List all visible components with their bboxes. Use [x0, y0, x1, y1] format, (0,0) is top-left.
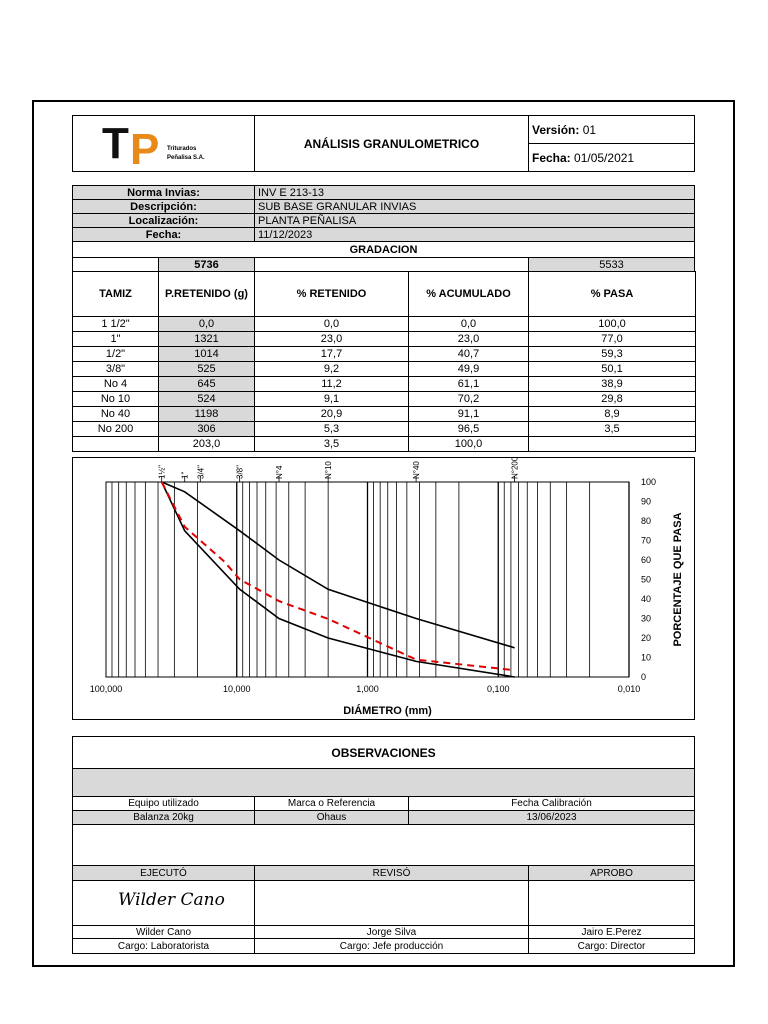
table-cell: 49,9 — [408, 361, 529, 377]
table-cell: No 4 — [72, 376, 159, 392]
ejecuto-role: Cargo: Laboratorista — [72, 938, 255, 954]
column-header: % RETENIDO — [254, 271, 409, 317]
x-tick-label: 0,100 — [486, 684, 510, 694]
table-cell: 9,2 — [254, 361, 409, 377]
column-header: % PASA — [528, 271, 696, 317]
descripcion-value: SUB BASE GRANULAR INVIAS — [254, 199, 695, 214]
equipo-label: Equipo utilizado — [72, 796, 255, 811]
date-cell — [528, 143, 695, 172]
sieve-label: 1½" — [157, 465, 167, 479]
ejecuto-label: EJECUTÓ — [72, 865, 255, 881]
table-cell: 0,0 — [254, 316, 409, 332]
table-cell: 40,7 — [408, 346, 529, 362]
x-tick-label: 100,000 — [89, 684, 123, 694]
column-header: TAMIZ — [72, 271, 159, 317]
company-logo — [100, 118, 230, 168]
x-tick-label: 1,000 — [356, 684, 379, 694]
totals-cell: 100,0 — [408, 436, 529, 452]
table-cell: 38,9 — [528, 376, 696, 392]
x-tick-label: 0,010 — [617, 684, 641, 694]
aprobo-signature-box — [528, 880, 695, 926]
table-cell: 1014 — [158, 346, 255, 362]
table-cell: 3/8" — [72, 361, 159, 377]
document-title: ANÁLISIS GRANULOMETRICO — [254, 115, 529, 172]
reviso-name: Jorge Silva — [254, 925, 529, 939]
sieve-label: N°10 — [324, 461, 334, 479]
date-label: Fecha: — [532, 150, 571, 165]
table-cell: 525 — [158, 361, 255, 377]
svg-text:P: P — [130, 125, 160, 168]
company-name-1: Triturados — [167, 146, 197, 152]
y-tick-label: 0 — [641, 672, 647, 682]
y-tick-label: 100 — [641, 477, 657, 487]
reviso-signature-box — [254, 880, 529, 926]
localizacion-label: Localización: — [72, 213, 255, 228]
fecha-label: Fecha: — [72, 227, 255, 242]
norma-value: INV E 213-13 — [254, 185, 695, 200]
table-cell: 61,1 — [408, 376, 529, 392]
gradacion-title: GRADACION — [72, 241, 695, 258]
table-cell: 0,0 — [408, 316, 529, 332]
y-tick-label: 40 — [641, 594, 652, 604]
localizacion-value: PLANTA PEÑALISA — [254, 213, 695, 228]
company-name-2: Peñalisa S.A. — [167, 155, 205, 161]
sieve-label: 1" — [180, 471, 190, 479]
granulometry-chart — [72, 457, 695, 720]
column-header: P.RETENIDO (g) — [158, 271, 255, 317]
fecha-cal-value: 13/06/2023 — [408, 810, 695, 825]
y-tick-label: 90 — [641, 496, 652, 507]
totals-cell — [72, 436, 159, 452]
total-weight: 5736 — [158, 257, 255, 272]
table-cell: 9,1 — [254, 391, 409, 407]
version-label: Versión: — [532, 122, 580, 137]
table-cell: 50,1 — [528, 361, 696, 377]
table-cell: 1321 — [158, 331, 255, 347]
table-cell: 23,0 — [254, 331, 409, 347]
totals-cell: 203,0 — [158, 436, 255, 452]
y-tick-label: 60 — [641, 555, 652, 565]
table-cell: 100,0 — [528, 316, 696, 332]
table-cell: 524 — [158, 391, 255, 407]
y-tick-label: 20 — [641, 633, 652, 643]
fecha-value: 11/12/2023 — [254, 227, 695, 242]
table-cell: No 40 — [72, 406, 159, 422]
notes-box — [72, 824, 695, 866]
column-header: % ACUMULADO — [408, 271, 529, 317]
table-cell: No 10 — [72, 391, 159, 407]
handwritten-signature: Wilder Cano — [118, 890, 225, 910]
version-cell — [528, 115, 695, 144]
sieve-label: N°40 — [412, 461, 422, 479]
y-axis-title: PORCENTAJE QUE PASA — [672, 512, 684, 647]
descripcion-label: Descripción: — [72, 199, 255, 214]
observaciones-title: OBSERVACIONES — [72, 736, 695, 769]
table-cell: 1198 — [158, 406, 255, 422]
table-cell: 645 — [158, 376, 255, 392]
sieve-label: N°4 — [275, 465, 285, 479]
reviso-role: Cargo: Jefe producción — [254, 938, 529, 954]
spec-limit-curve — [162, 482, 515, 677]
y-tick-label: 30 — [641, 613, 652, 624]
y-tick-label: 70 — [641, 535, 652, 546]
table-cell: 96,5 — [408, 421, 529, 437]
table-cell: 5,3 — [254, 421, 409, 437]
version-value: 01 — [582, 122, 597, 137]
table-cell: 59,3 — [528, 346, 696, 362]
totals-cell — [528, 436, 696, 452]
table-cell: 77,0 — [528, 331, 696, 347]
table-cell: 70,2 — [408, 391, 529, 407]
observaciones-box — [72, 768, 695, 797]
aprobo-label: APROBO — [528, 865, 695, 881]
sieve-label: 3/4" — [196, 465, 206, 479]
x-tick-label: 10,000 — [222, 684, 251, 694]
aprobo-name: Jairo E.Perez — [528, 925, 695, 939]
marca-label: Marca o Referencia — [254, 796, 409, 811]
logo-graphic — [100, 118, 230, 168]
weight-row-left — [72, 257, 159, 272]
sieve-label: 3/8" — [235, 465, 245, 479]
y-tick-label: 10 — [641, 652, 652, 663]
table-cell: 306 — [158, 421, 255, 437]
sample-curve — [162, 482, 515, 670]
reviso-label: REVISÓ — [254, 865, 529, 881]
total-weight-right: 5533 — [528, 257, 695, 272]
sieve-label: N°200 — [510, 457, 520, 479]
totals-cell: 3,5 — [254, 436, 409, 452]
table-cell: 91,1 — [408, 406, 529, 422]
table-cell: 20,9 — [254, 406, 409, 422]
equipo-value: Balanza 20kg — [72, 810, 255, 825]
fecha-cal-label: Fecha Calibración — [408, 796, 695, 811]
table-cell: 0,0 — [158, 316, 255, 332]
table-cell: 29,8 — [528, 391, 696, 407]
table-cell: 1 1/2" — [72, 316, 159, 332]
y-tick-label: 80 — [641, 516, 652, 526]
table-cell: 1" — [72, 331, 159, 347]
table-cell: No 200 — [72, 421, 159, 437]
norma-label: Norma Invias: — [72, 185, 255, 200]
aprobo-role: Cargo: Director — [528, 938, 695, 954]
table-cell: 3,5 — [528, 421, 696, 437]
table-cell: 8,9 — [528, 406, 696, 422]
y-tick-label: 50 — [641, 574, 652, 585]
table-cell: 23,0 — [408, 331, 529, 347]
table-cell: 17,7 — [254, 346, 409, 362]
ejecuto-name: Wilder Cano — [72, 925, 255, 939]
x-axis-title: DIÁMETRO (mm) — [343, 705, 432, 717]
date-value: 01/05/2021 — [574, 150, 635, 165]
marca-value: Ohaus — [254, 810, 409, 825]
weight-row-mid — [254, 257, 529, 272]
svg-text:T: T — [102, 119, 129, 168]
table-cell: 1/2" — [72, 346, 159, 362]
table-cell: 11,2 — [254, 376, 409, 392]
